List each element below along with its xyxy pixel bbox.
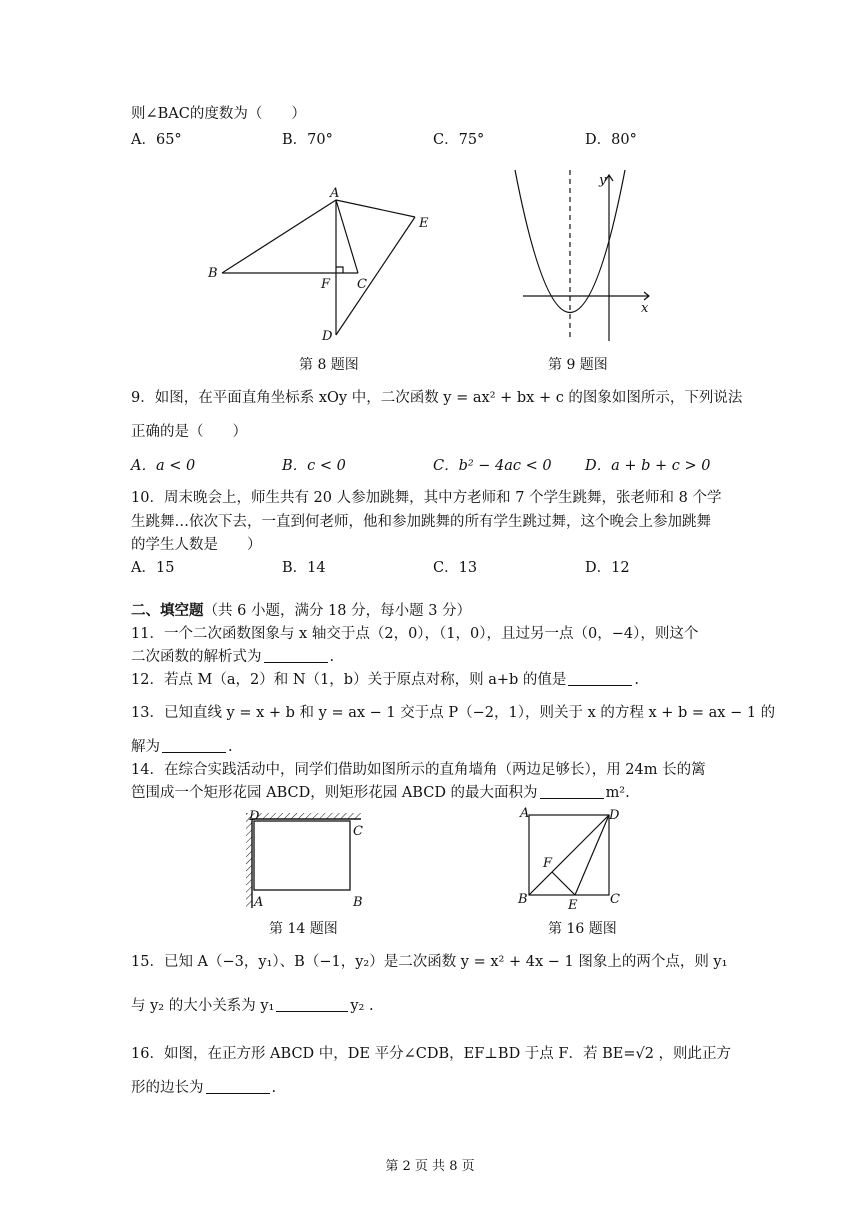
q8-option-b: B．70° <box>282 132 333 148</box>
q11-line2-text: 二次函数的解析式为 <box>131 649 262 665</box>
q15-line2 <box>131 996 374 1016</box>
q15-line1: 15．已知 A（−3，y₁）、B（−1，y₂）是二次函数 y = x² + 4x − 1 图象上的两个点，则 y₁ <box>131 954 728 970</box>
q13-answer-blank[interactable] <box>162 738 226 753</box>
fig16-label-f: F <box>543 856 553 871</box>
q10-line3: 的学生人数是 ） <box>131 537 262 553</box>
q10-option-b: B．14 <box>282 560 326 576</box>
q11-line2 <box>131 647 334 667</box>
fig8-label-d: D <box>322 329 333 344</box>
q11-line1: 11．一个二次函数图象与 x 轴交于点（2，0），（1，0），且过另一点（0，−4），则这个 <box>131 626 699 642</box>
q8-option-a: A．65° <box>131 132 182 148</box>
fig14-wall-left <box>246 813 252 908</box>
q14-line2-end: m². <box>605 785 630 801</box>
fig14-label-d: D <box>249 809 260 824</box>
section-2-title: 二、填空题 <box>131 602 204 619</box>
fig14-wall-top <box>246 813 361 819</box>
q13-line2-end: . <box>228 739 233 755</box>
q11-answer-blank[interactable] <box>264 648 328 663</box>
fig8-label-c: C <box>357 277 367 292</box>
fig8-label-f: F <box>321 277 331 292</box>
fig14-label-c: C <box>353 824 363 839</box>
fig16-label-c: C <box>610 892 620 907</box>
q16-line2-text: 形的边长为 <box>131 1080 204 1096</box>
fig8-label-b: B <box>208 266 218 281</box>
figure-8-caption: 第 8 题图 <box>299 357 359 373</box>
q10-line1: 10．周末晚会上，师生共有 20 人参加跳舞，其中方老师和 7 个学生跳舞，张老师和 8 个学 <box>131 490 722 506</box>
q10-line2: 生跳舞…依次下去，一直到何老师，他和参加跳舞的所有学生跳过舞，这个晚会上参加跳舞 <box>131 514 711 530</box>
q12-text: 12．若点 M（a，2）和 N（1，b）关于原点对称，则 a+b 的值是 <box>131 672 567 688</box>
q10-option-c: C．13 <box>433 560 478 576</box>
q8-option-c: C．75° <box>433 132 485 148</box>
q14-line2 <box>131 783 630 803</box>
q12-end: . <box>634 672 639 688</box>
q9-stem-line1: 9．如图，在平面直角坐标系 xOy 中，二次函数 y = ax² + bx + c 的图象如图所示，下列说法 <box>131 390 743 406</box>
q14-line2-text: 笆围成一个矩形花园 ABCD，则矩形花园 ABCD 的最大面积为 <box>131 785 538 801</box>
q11-line2-end: . <box>329 649 335 665</box>
q12-answer-blank[interactable] <box>568 671 632 686</box>
q9-option-d: D．a + b + c > 0 <box>585 458 711 474</box>
figure-16 <box>512 805 632 913</box>
fig8-label-e: E <box>419 216 429 231</box>
page-footer: 第 2 页 共 8 页 <box>385 1159 475 1174</box>
section-2-note: （共 6 小题，满分 18 分，每小题 3 分） <box>203 603 472 619</box>
q10-option-a: A．15 <box>131 560 175 576</box>
q15-answer-blank[interactable] <box>276 997 348 1012</box>
q9-option-b: B．c < 0 <box>282 458 346 474</box>
q13-line2-text: 解为 <box>131 739 160 755</box>
fig14-label-b: B <box>353 895 363 910</box>
q14-line1: 14．在综合实践活动中，同学们借助如图所示的直角墙角（两边足够长），用 24m 长的篱 <box>131 762 706 778</box>
figure-16-caption: 第 16 题图 <box>548 921 617 937</box>
q16-line2-end: . <box>271 1080 277 1096</box>
q13-line2 <box>131 737 233 757</box>
q13-line1: 13．已知直线 y = x + b 和 y = ax − 1 交于点 P（−2，1），则关于 x 的方程 x + b = ax − 1 的 <box>131 705 776 721</box>
fig16-label-d: D <box>609 808 620 823</box>
fig14-label-a: A <box>254 895 264 910</box>
q16-answer-blank[interactable] <box>206 1079 270 1094</box>
q9-stem-line2: 正确的是（ ） <box>131 424 247 440</box>
q15-line2-end: y₂ . <box>350 998 374 1014</box>
fig16-label-b: B <box>518 892 528 907</box>
q9-option-a: A．a < 0 <box>131 458 196 474</box>
figure-14-caption: 第 14 题图 <box>269 921 338 937</box>
q16-line1: 16．如图，在正方形 ABCD 中，DE 平分∠CDB，EF⊥BD 于点 F．若 BE=√2 ，则此正方 <box>131 1046 732 1062</box>
q10-option-d: D．12 <box>585 560 630 576</box>
q14-answer-blank[interactable] <box>540 784 604 799</box>
q12-line <box>131 670 639 690</box>
section-2-heading <box>131 601 471 621</box>
fig16-label-e: E <box>568 898 578 913</box>
figure-14 <box>238 808 378 913</box>
q9-option-c: C．b² − 4ac < 0 <box>433 458 552 474</box>
q16-line2 <box>131 1078 276 1098</box>
figure-9 <box>505 165 665 345</box>
fig16-label-a: A <box>520 806 530 821</box>
fig8-label-a: A <box>330 186 340 201</box>
q8-option-d: D．80° <box>585 132 637 148</box>
q8-stem-tail: 则∠BAC的度数为（ ） <box>131 106 306 122</box>
figure-9-caption: 第 9 题图 <box>548 357 608 373</box>
q15-line2-start: 与 y₂ 的大小关系为 y₁ <box>131 998 275 1014</box>
fig9-axis-label-y: y <box>599 173 607 188</box>
fig9-axis-label-x: x <box>641 301 649 316</box>
figure-8 <box>200 185 440 345</box>
